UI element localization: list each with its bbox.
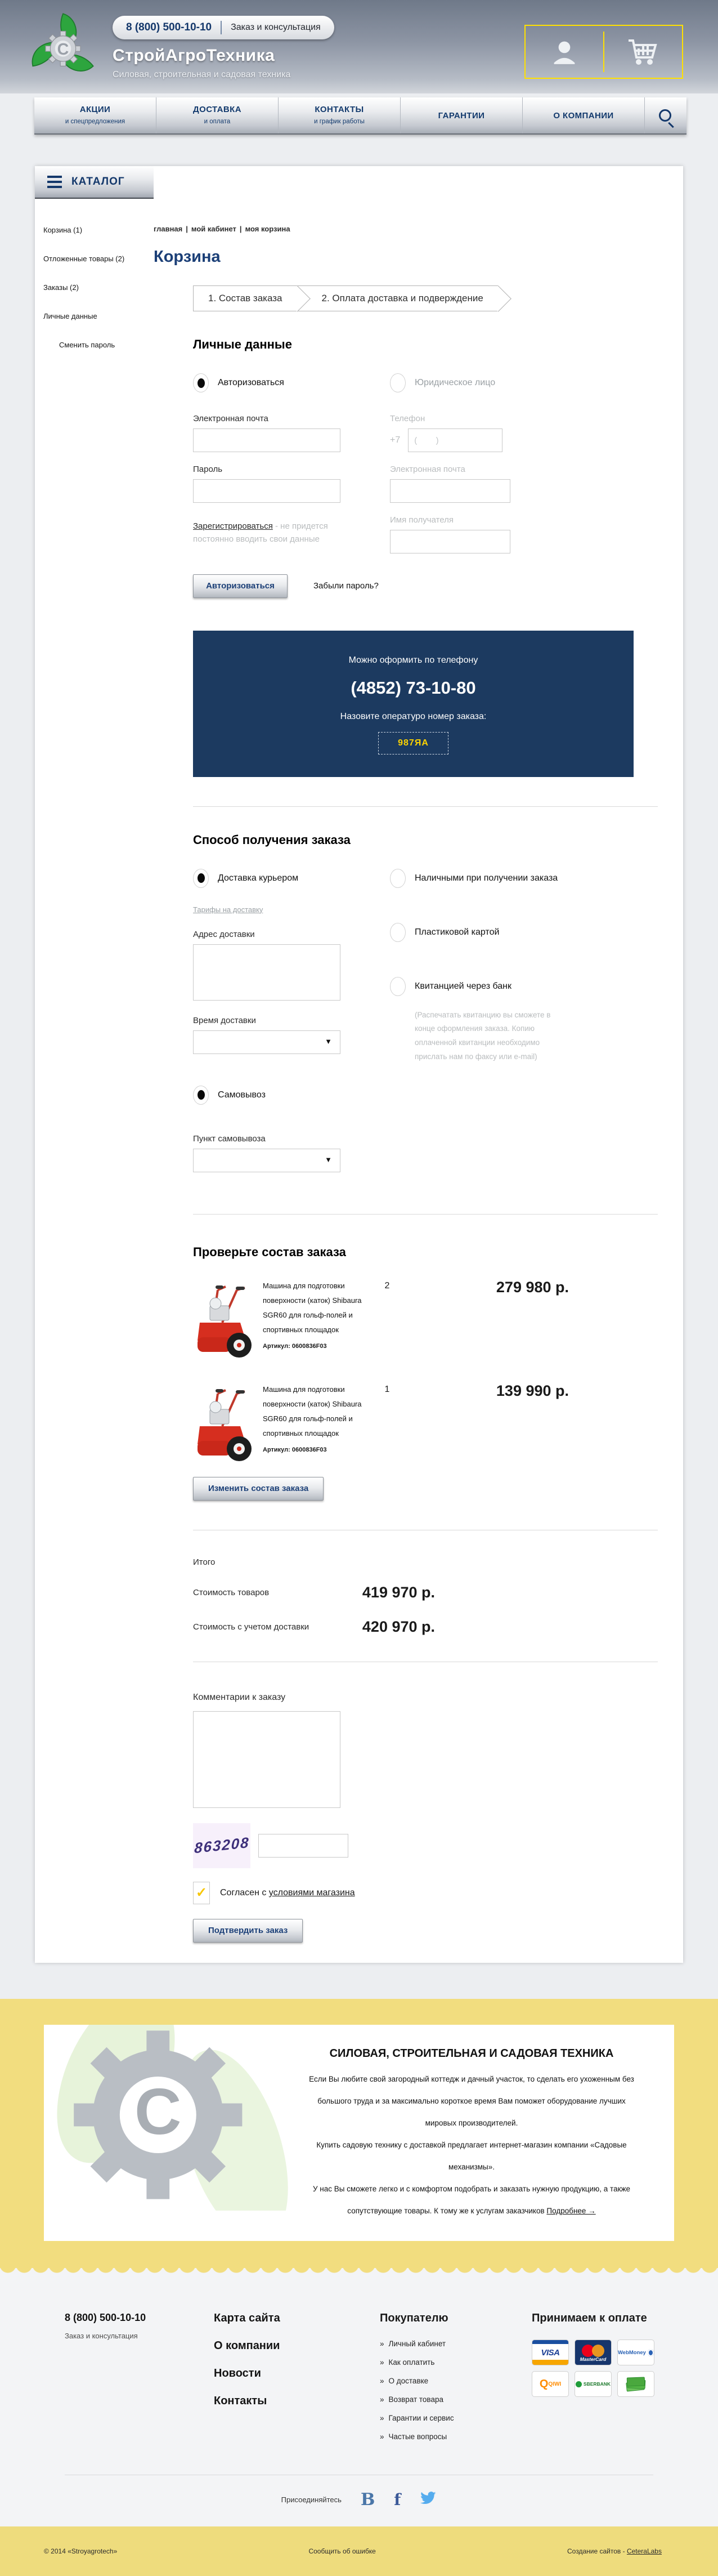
footer-buyer-link-faq[interactable] [380,2432,532,2441]
nav-item-garantii[interactable] [401,97,523,133]
captcha-digits: 863208 [194,1833,250,1857]
footer-buyer-link-delivery[interactable] [380,2377,532,2385]
footer-buyer-link-label: Частые вопросы [388,2432,447,2441]
personal-data-heading: Личные данные [193,337,292,351]
email-label: Электронная почта [193,414,268,423]
footer-buyer-link-account[interactable] [380,2340,532,2348]
nav-label: КОНТАКТЫ [315,105,364,114]
company-logo[interactable] [29,12,97,85]
product-sku: Артикул: 0600836F03 [263,1342,327,1350]
radio-pay-card-label: Пластиковой картой [415,927,500,937]
radio-authorize[interactable] [193,373,390,392]
radio-pay-card-circle-icon [390,923,406,942]
nav-item-dostavka[interactable] [156,97,279,133]
product-name[interactable]: Машина для подготовки поверхности (каток) Shibaura SGR60 для гольф-полей и спортивных площадок [263,1385,362,1437]
cost-with-delivery-label: Стоимость с учетом доставки [193,1622,309,1632]
nav-item-kontakty[interactable] [279,97,401,133]
agree-label [220,1888,355,1898]
join-us-label: Присоединяйтесь [281,2495,342,2504]
svg-text:C: C [57,41,69,59]
pickup-point-label: Пункт самовывоза [193,1133,266,1144]
promo-card [44,2025,674,2242]
radio-pay-cash-label: Наличными при получении заказа [415,873,558,883]
nav-item-akcii[interactable] [34,97,156,133]
hamburger-icon [47,176,62,188]
sidebar-item-deferred[interactable]: Отложенные товары (2) [43,255,125,263]
agree-checkbox[interactable] [193,1882,210,1904]
radio-authorize-circle-icon [193,373,209,392]
footer-phone: 8 (800) 500-10-10 [65,2312,146,2324]
background-gap [0,1963,718,1999]
roller-machine-image [193,1279,255,1363]
password-label: Пароль [193,465,223,474]
bullet-icon: » [380,2432,384,2441]
page-title: Корзина [154,248,221,266]
section-divider [193,806,658,807]
footer-buyer-link-payment[interactable] [380,2358,532,2367]
radio-legal-entity-circle-icon [390,373,406,392]
vk-icon[interactable]: B [360,2490,375,2510]
bullet-icon: » [380,2358,384,2367]
delivery-address-textarea[interactable] [193,944,340,1001]
register-note: - не придется постоянно вводить свои данные [193,521,328,544]
recipient-name-field[interactable] [390,530,510,553]
sidebar-item-personal[interactable]: Личные данные [43,312,97,320]
footer-phone-note: Заказ и консультация [65,2332,138,2341]
order-comments-label: Комментарии к заказу [193,1692,286,1702]
sidebar-item-change-password[interactable]: Сменить пароль [59,341,115,349]
phone-box-line1: Можно оформить по телефону [348,655,478,665]
product-image[interactable] [193,1382,255,1467]
breadcrumb-cart[interactable]: моя корзина [245,225,290,233]
recipient-email-label: Электронная почта [390,465,465,474]
pill-divider [221,21,222,34]
nav-sublabel: и спецпредложения [65,118,125,125]
goods-cost-label: Стоимость товаров [193,1587,270,1597]
radio-pickup[interactable] [193,1086,390,1105]
report-error-link[interactable]: Сообщить об ошибке [308,2547,376,2556]
phone-box-line2: Назовите опературо номер заказа: [340,711,487,721]
twitter-icon[interactable] [420,2491,437,2508]
edit-order-button[interactable]: Изменить состав заказа [193,1477,324,1501]
checkout-steps [193,285,658,311]
delivery-time-select[interactable] [193,1030,340,1054]
footer-buyer-link-label: Личный кабинет [388,2340,446,2349]
site-header [0,0,718,93]
footer-link-sitemap[interactable]: Карта сайта [214,2312,280,2325]
order-item-row [193,1279,658,1363]
radio-courier-label: Доставка курьером [218,873,299,883]
facebook-icon[interactable]: f [394,2490,401,2510]
delivery-address-label: Адрес доставки [193,929,255,939]
search-icon [659,109,671,122]
sberbank-icon: SBERBANK [575,2371,612,2397]
radio-pay-card[interactable] [390,923,658,942]
recipient-name-label: Имя получателя [390,515,454,525]
step-order-contents[interactable]: 1. Состав заказа [193,285,297,311]
product-image[interactable] [193,1279,255,1363]
cart-icon [626,37,660,66]
nav-label: О КОМПАНИИ [553,111,614,120]
shop-terms-link[interactable]: условиями магазина [268,1887,355,1898]
visa-icon: VISA [532,2340,569,2365]
bullet-icon: » [380,2377,384,2386]
nav-sublabel: и оплата [204,118,231,125]
order-contents-heading: Проверьте состав заказа [193,1244,346,1259]
webmoney-icon: WebMoney [617,2340,654,2365]
email-field[interactable] [193,428,340,452]
svg-text:C: C [134,2075,182,2148]
forgot-password-link[interactable]: Забыли пароль? [313,581,379,591]
pickup-point-select[interactable] [193,1149,340,1172]
promo-paragraph-3 [303,2178,640,2222]
product-sku: Артикул: 0600836F03 [263,1446,327,1453]
site-title: СтройАгроТехника [113,46,275,65]
mastercard-icon: MasterCard [575,2340,612,2365]
main-nav [34,97,686,135]
nav-label: АКЦИИ [79,105,111,114]
radio-pay-cash[interactable] [390,869,658,888]
nav-item-o-kompanii[interactable] [523,97,645,133]
authorize-button[interactable]: Авторизоваться [193,574,288,598]
nav-label: ГАРАНТИИ [438,111,485,120]
promo-band [0,1999,718,2281]
radio-legal-entity[interactable] [390,373,658,392]
footer-buyer-link-label: Гарантии и сервис [388,2414,454,2423]
footer-link-about[interactable]: О компании [214,2340,280,2352]
phone-prefix: +7 [390,435,401,445]
credits-prefix: Создание сайтов - [567,2547,627,2556]
header-phone-pill [113,16,334,39]
recipient-email-field[interactable] [390,479,510,503]
bullet-icon: » [380,2340,384,2349]
watermark-gear-logo-icon [55,2025,291,2213]
radio-pickup-circle-icon [193,1086,209,1105]
nav-sublabel: и график работы [314,118,365,125]
bottom-bar [0,2526,718,2576]
main-content-card [35,166,683,1963]
search-button[interactable] [645,97,685,133]
password-field[interactable] [193,479,340,503]
breadcrumb-cabinet[interactable]: мой кабинет [191,225,236,233]
captcha-image [193,1823,250,1868]
breadcrumb-home[interactable]: главная [154,225,183,233]
cart-button[interactable] [604,26,682,78]
promo-paragraph-3-text: У нас Вы сможете легко и с комфортом подобрать и заказать нужную продукцию, а также сопутствующие товары. К тому же к услугам заказчиков [312,2185,631,2216]
promo-more-link[interactable]: Подробнее → [546,2207,596,2216]
sidebar-item-cart[interactable]: Корзина (1) [43,226,83,234]
promo-heading: СИЛОВАЯ, СТРОИТЕЛЬНАЯ И САДОВАЯ ТЕХНИКА [329,2047,614,2060]
phone-label: Телефон [390,414,425,423]
totals-heading: Итого [193,1557,216,1567]
footer-link-contacts[interactable]: Контакты [214,2395,267,2408]
promo-paragraph-1: Если Вы любите свой загородный коттедж и дачный участок, то сделать его ухоженным без большого труда и за максимально короткое время Вам поможет оборудование лучших мировых производителей. [309,2074,634,2127]
catalog-label: КАТАЛОГ [71,176,125,187]
radio-legal-entity-label: Юридическое лицо [415,378,496,387]
radio-pay-invoice-label: Квитанцией через банк [415,981,512,991]
confirm-order-button[interactable]: Подтвердить заказ [193,1919,303,1943]
radio-pay-invoice-circle-icon [390,977,406,996]
sidebar [35,166,154,1963]
wavy-divider [0,2268,718,2280]
radio-courier-delivery[interactable] [193,869,390,888]
user-icon [551,39,577,65]
product-price: 279 980 р. [496,1278,569,1296]
radio-authorize-label: Авторизоваться [218,378,284,387]
order-by-phone-box [193,631,634,777]
captcha-input[interactable] [258,1834,348,1858]
step-payment-delivery[interactable]: 2. Оплата доставка и подверждение [297,285,498,311]
nav-label: ДОСТАВКА [193,105,241,114]
credits-link[interactable]: CeteraLabs [626,2547,662,2556]
header-phone: 8 (800) 500-10-10 [126,21,212,33]
delivery-time-label: Время доставки [193,1015,256,1025]
footer-link-news[interactable]: Новости [214,2367,261,2380]
radio-courier-circle-icon [193,869,209,888]
delivery-tariffs-link[interactable]: Тарифы на доставку [193,905,263,914]
product-price: 139 990 р. [496,1382,569,1399]
radio-pay-invoice[interactable] [390,977,658,996]
goods-cost-value: 419 970 р. [362,1583,435,1601]
breadcrumb [154,225,658,233]
order-code-badge[interactable]: 987ЯА [378,732,448,755]
account-menu [35,199,154,349]
register-link[interactable]: Зарегистрироваться [193,521,273,531]
breadcrumb-separator: | [186,225,188,233]
header-account-cart-box [524,25,683,79]
phone-box-number: (4852) 73-10-80 [351,677,476,698]
order-item-row [193,1382,658,1467]
check-icon: ✓ [195,1885,208,1900]
footer-buyer-link-returns[interactable] [380,2395,532,2404]
logo-leaves-gear-icon [29,12,97,82]
section-divider [193,1214,658,1215]
order-comments-textarea[interactable] [193,1711,340,1808]
invoice-note: (Распечатать квитанцию вы сможете в конце оформления заказа. Копию оплаченной квитанции необходимо прислать нам по факсу или e-mail) [415,1010,551,1061]
account-button[interactable] [526,26,603,78]
site-subtitle: Силовая, строительная и садовая техника [113,70,291,79]
radio-pickup-label: Самовывоз [218,1090,266,1100]
qiwi-icon: Q QIWI [532,2371,569,2397]
product-quantity: 2 [384,1280,390,1291]
footer-buyer-link-label: О доставке [388,2377,429,2386]
radio-pay-cash-circle-icon [390,869,406,888]
footer-payments-heading: Принимаем к оплате [532,2312,647,2325]
phone-field[interactable] [408,428,502,452]
footer-buyer-link-label: Возврат товара [388,2395,443,2404]
social-row [0,2475,718,2526]
agree-text: Согласен с [220,1887,269,1898]
catalog-menu-button[interactable] [35,166,154,199]
footer-buyer-link-warranty[interactable] [380,2414,532,2422]
footer-buyer-link-label: Как оплатить [388,2358,435,2367]
cost-with-delivery-value: 420 970 р. [362,1618,435,1635]
bullet-icon: » [380,2414,384,2423]
bullet-icon: » [380,2395,384,2404]
delivery-method-heading: Способ получения заказа [193,832,351,847]
product-quantity: 1 [384,1384,390,1394]
footer-buyer-heading: Покупателю [380,2312,448,2325]
credits [567,2547,662,2555]
sidebar-item-orders[interactable]: Заказы (2) [43,283,79,292]
roller-machine-image [193,1382,255,1467]
header-phone-note: Заказ и консультация [231,23,321,32]
footer [0,2280,718,2526]
copyright: © 2014 «Stroyagrotech» [44,2547,118,2556]
payment-methods [532,2340,718,2397]
breadcrumb-separator: | [239,225,242,233]
promo-paragraph-2: Купить садовую технику с доставкой предлагает интернет-магазин компании «Садовые механизмы». [316,2140,627,2172]
cash-icon [617,2371,654,2397]
checkout-content [154,166,683,1963]
product-name[interactable]: Машина для подготовки поверхности (каток) Shibaura SGR60 для гольф-полей и спортивных площадок [263,1281,362,1334]
